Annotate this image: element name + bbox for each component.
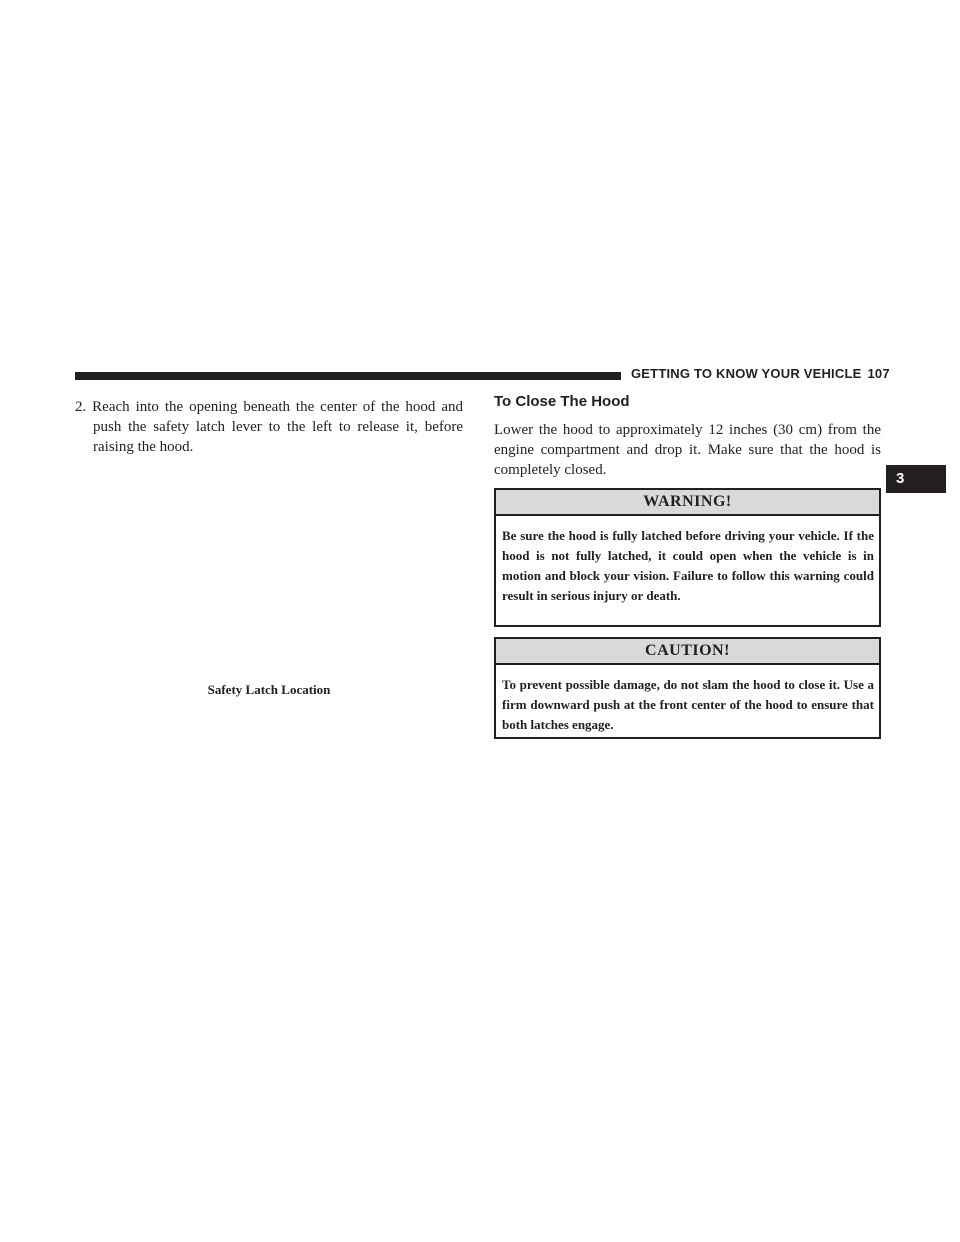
caution-text: To prevent possible damage, do not slam the hood to close it. Use a firm downward push at the front center of the hood to ensure that both latches engage.	[502, 677, 874, 732]
running-header	[631, 366, 890, 381]
section-heading: To Close The Hood	[494, 393, 630, 410]
warning-text: Be sure the hood is fully latched before driving your vehicle. If the hood is not fully latched, it could open when the vehicle is in motion and block your vision. Failure to follow this warning could result in serious injury or death.	[502, 528, 874, 603]
header-rule	[75, 372, 621, 380]
page-number: 107	[867, 366, 890, 381]
section-body: Lower the hood to approximately 12 inches (30 cm) from the engine compartment and drop it. Make sure that the hood is completely closed.	[494, 422, 881, 478]
warning-box	[494, 488, 881, 627]
chapter-tab[interactable]: 3	[886, 465, 946, 493]
caution-title: CAUTION!	[496, 639, 879, 665]
figure-caption: Safety Latch Location	[207, 682, 331, 697]
caution-box	[494, 637, 881, 739]
warning-title: WARNING!	[496, 490, 879, 516]
section-title: GETTING TO KNOW YOUR VEHICLE	[631, 366, 862, 381]
step-2-text: 2. Reach into the opening beneath the center of the hood and push the safety latch lever to the left to release it, before raising the hood.	[75, 399, 463, 455]
